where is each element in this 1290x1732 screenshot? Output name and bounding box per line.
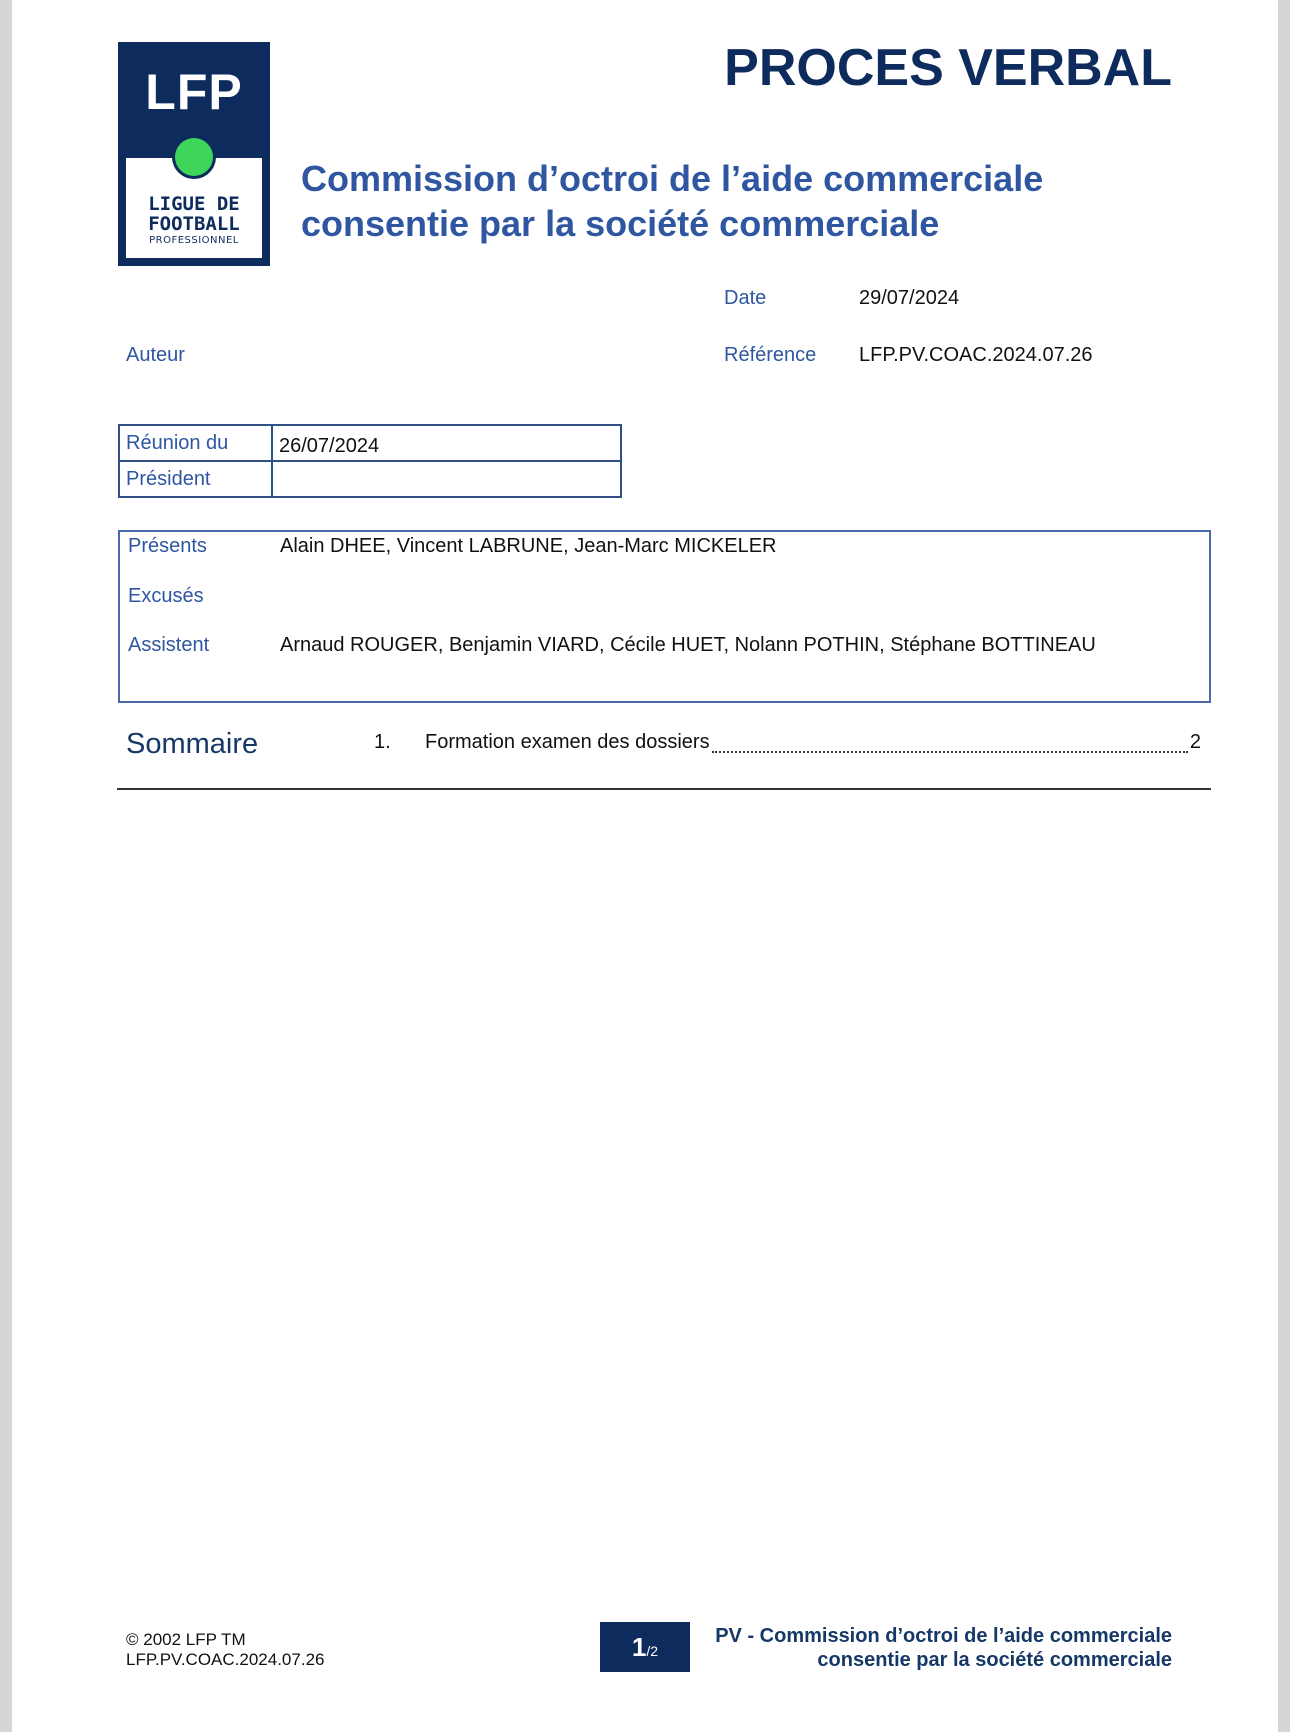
presents-label: Présents (128, 535, 207, 557)
logo-acronym: LFP (145, 64, 243, 120)
assistent-label: Assistent (128, 634, 210, 656)
toc-item-number: 1. (374, 731, 391, 753)
footer-copyright: © 2002 LFP TM (126, 1630, 246, 1649)
footer-title (715, 1624, 1172, 1672)
title-line-1: Commission d’octroi de l’aide commerciale (301, 158, 1044, 199)
reference-value: LFP.PV.COAC.2024.07.26 (859, 344, 1093, 366)
meeting-row-reunion (119, 425, 621, 461)
toc-item-page: 2 (1189, 731, 1201, 753)
logo-line-3: PROFESSIONNEL (149, 235, 239, 246)
summary-title: Sommaire (126, 728, 259, 760)
toc-leader-dots (712, 737, 1188, 753)
date-value: 29/07/2024 (859, 287, 960, 309)
president-label: Président (119, 461, 272, 497)
lfp-logo (118, 42, 270, 266)
document-page (12, 0, 1278, 1732)
toc-item-label: Formation examen des dossiers (425, 731, 710, 753)
summary-divider (117, 788, 1211, 790)
page-total: /2 (646, 1643, 659, 1659)
meeting-row-president (119, 461, 621, 497)
reference-label: Référence (724, 344, 817, 366)
date-label: Date (724, 287, 767, 309)
assistent-value: Arnaud ROUGER, Benjamin VIARD, Cécile HUET, Nolann POTHIN, Stéphane BOTTINEAU (280, 634, 1096, 656)
page-number-badge (600, 1622, 690, 1672)
president-value (272, 461, 621, 497)
document-title (301, 156, 1201, 246)
footer-title-line-1: PV - Commission d’octroi de l’aide commerciale (715, 1625, 1172, 1647)
excuses-label: Excusés (128, 585, 204, 607)
footer-reference: LFP.PV.COAC.2024.07.26 (126, 1650, 325, 1669)
footer-left (126, 1630, 324, 1670)
presents-value: Alain DHEE, Vincent LABRUNE, Jean-Marc MICKELER (280, 535, 777, 557)
reunion-label: Réunion du (119, 425, 272, 461)
page-current: 1 (631, 1632, 647, 1662)
toc-item[interactable] (425, 731, 1201, 754)
footer-title-line-2: consentie par la société commerciale (817, 1649, 1172, 1671)
reunion-value: 26/07/2024 (272, 425, 621, 461)
document-type-heading: PROCES VERBAL (724, 39, 1172, 97)
logo-line-1: LIGUE DE (148, 193, 240, 215)
logo-line-2: FOOTBALL (148, 213, 240, 235)
meeting-table (118, 424, 622, 498)
title-line-2: consentie par la société commerciale (301, 203, 940, 244)
attendance-box (118, 530, 1211, 703)
author-label: Auteur (126, 344, 185, 366)
logo-ball-icon (175, 138, 213, 176)
